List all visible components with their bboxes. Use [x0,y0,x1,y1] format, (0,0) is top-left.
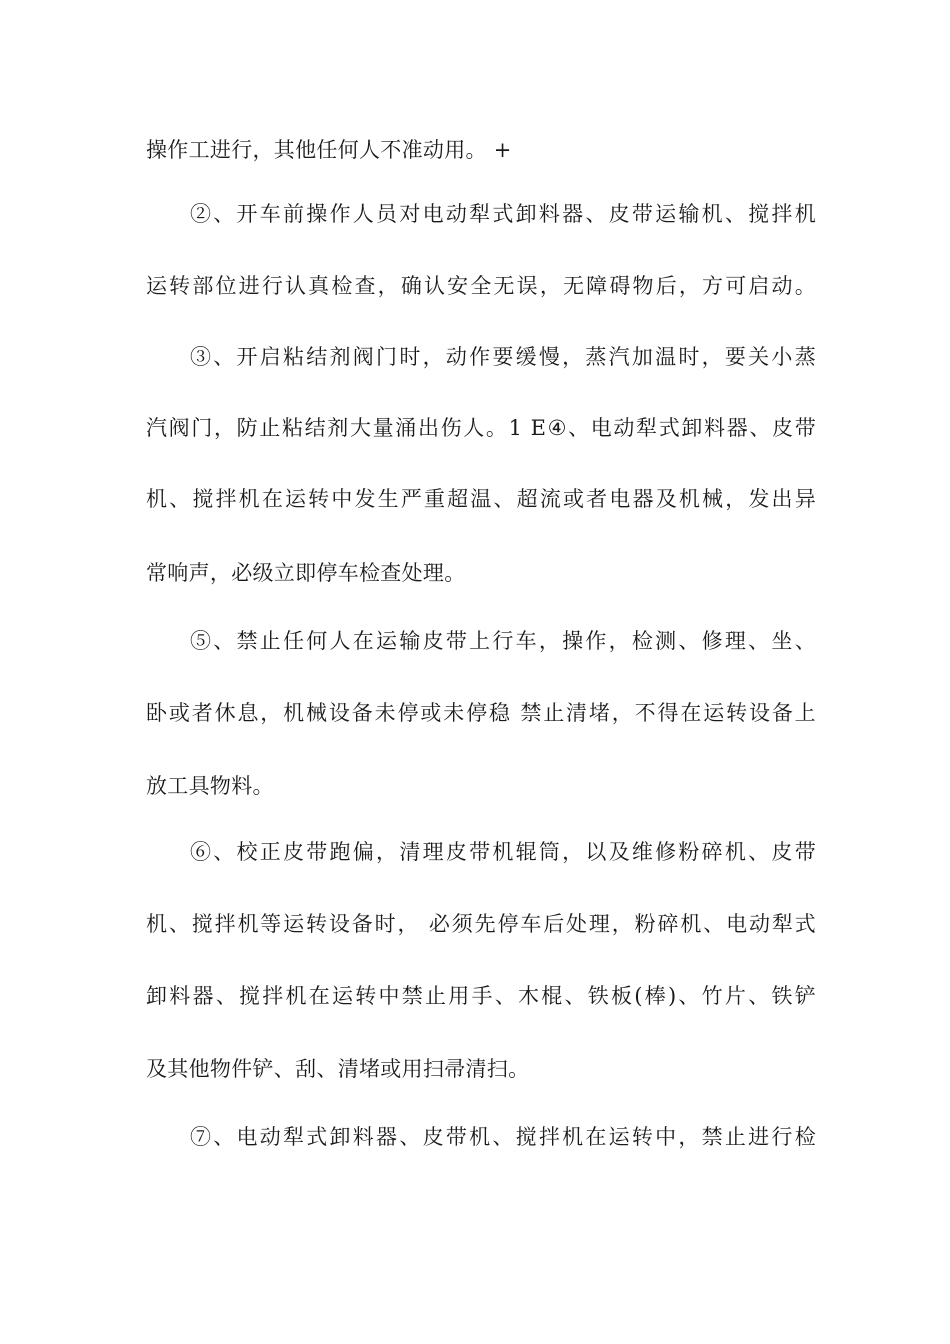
text-line: 常响声，必级立即停车检查处理。 [146,561,466,585]
text-line: ⑥、校正皮带跑偏，清理皮带机辊筒，以及维修粉碎机、皮带 [190,840,816,864]
text-line: 汽阀门，防止粘结剂大量涌出伤人。1 E④、电动犁式卸料器、皮带 [146,416,816,440]
text-line: 卸料器、搅拌机在运转中禁止用手、木棍、铁板(棒)、竹片、铁铲 [146,984,816,1008]
text-line: 运转部位进行认真检查，确认安全无误，无障碍物后，方可启动。 [146,274,816,298]
text-line: 操作工进行，其他任何人不准动用。 + [146,138,512,162]
text-line: ⑦、电动犁式卸料器、皮带机、搅拌机在运转中，禁止进行检 [190,1125,816,1149]
text-line: ③、开启粘结剂阀门时，动作要缓慢，蒸汽加温时，要关小蒸 [190,345,816,369]
text-line: 及其他物件铲、刮、清堵或用扫帚清扫。 [146,1057,530,1081]
text-line: 机、搅拌机等运转设备时， 必须先停车后处理，粉碎机、电动犁式 [146,912,816,936]
text-line: 放工具物料。 [146,774,274,798]
text-line: 卧或者休息，机械设备未停或未停稳 禁止清堵，不得在运转设备上 [146,701,816,725]
text-line: ②、开车前操作人员对电动犁式卸料器、皮带运输机、搅拌机 [190,202,816,226]
text-line: 机、搅拌机在运转中发生严重超温、超流或者电器及机械，发出异 [146,487,816,511]
text-line: ⑤、禁止任何人在运输皮带上行车，操作，检测、修理、坐、 [190,629,816,653]
